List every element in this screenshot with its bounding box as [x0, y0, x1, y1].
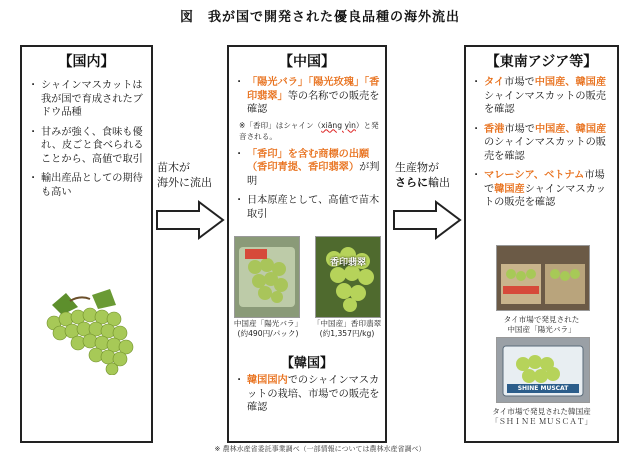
china-item: ・ 「香印」を含む商標の出願（香印青提、香印翡翠）が判明 — [234, 148, 380, 189]
arrow2-label: 生産物が さらに輸出 — [395, 161, 450, 189]
china-pronunciation-note: ※「香印」はシャイン（xiāng yìn）と発音される。 — [239, 120, 379, 141]
right-arrow-icon — [392, 200, 462, 244]
thai-market-photo-korea — [496, 337, 590, 403]
thai-photo1-caption: タイ市場で発見された 中国産「陽光バラ」 — [503, 315, 580, 334]
source-footnote: ※ 農林水産省委託事業調べ（一部情報については農林水産省調べ） — [214, 445, 426, 453]
sea-item: ・ マレーシア、ベトナム市場で韓国産シャインマスカットの販売を確認 — [471, 169, 612, 210]
figure-title: 図 我が国で開発された優良品種の海外流出 — [179, 10, 460, 25]
domestic-item: ・ 輸出産品としての期待も高い — [28, 172, 145, 199]
china-photo1-caption: 中国産「陽光バラ」 (約490円/パック) — [233, 319, 303, 338]
domestic-item: ・ シャインマスカットは我が国で育成されたブドウ品種 — [28, 79, 145, 120]
southeast-asia-header: 【東南アジア等】 — [485, 54, 598, 70]
china-photo2-caption: 「中国産」香印翡翠 (約1,357円/kg) — [312, 319, 382, 338]
right-arrow-icon — [155, 200, 225, 244]
china-item: ・ 日本原産として、高値で苗木取引 — [234, 194, 380, 221]
thai-market-photo-china — [496, 245, 590, 311]
korea-header: 【韓国】 — [280, 356, 333, 371]
grape-bunch-image — [32, 285, 144, 375]
shine-muscat-package-label: SHINE MUSCAT — [517, 385, 569, 392]
china-item: ・ 「陽光バラ」「陽光玫瑰」「香印翡翠」等の名称での販売を確認 — [234, 76, 380, 117]
china-photo-yangguang-rose — [234, 236, 300, 318]
arrow1-label: 苗木が 海外に流出 — [157, 161, 212, 189]
china-panel — [227, 45, 387, 443]
domestic-panel — [20, 45, 153, 443]
thai-photo2-caption: タイ市場で発見された韓国産 「ＳＨＩＮＥ ＭＵＳＣＡＴ」 — [490, 407, 593, 426]
china-photo-xiangyin-feicui — [315, 236, 381, 318]
korea-item: ・ 韓国国内でのシャインマスカットの栽培、市場での販売を確認 — [234, 374, 382, 415]
sea-item: ・ 香港市場で中国産、韓国産のシャインマスカットの販売を確認 — [471, 123, 612, 164]
sea-item: ・ タイ市場で中国産、韓国産シャインマスカットの販売を確認 — [471, 76, 612, 117]
xiangyin-feicui-label: 香印翡翠 — [330, 258, 367, 268]
southeast-asia-panel — [464, 45, 619, 443]
domestic-header: 【国内】 — [58, 54, 115, 70]
domestic-item: ・ 甘みが強く、食味も優れ、皮ごと食べられることから、高値で取引 — [28, 126, 145, 167]
china-header: 【中国】 — [279, 54, 335, 70]
